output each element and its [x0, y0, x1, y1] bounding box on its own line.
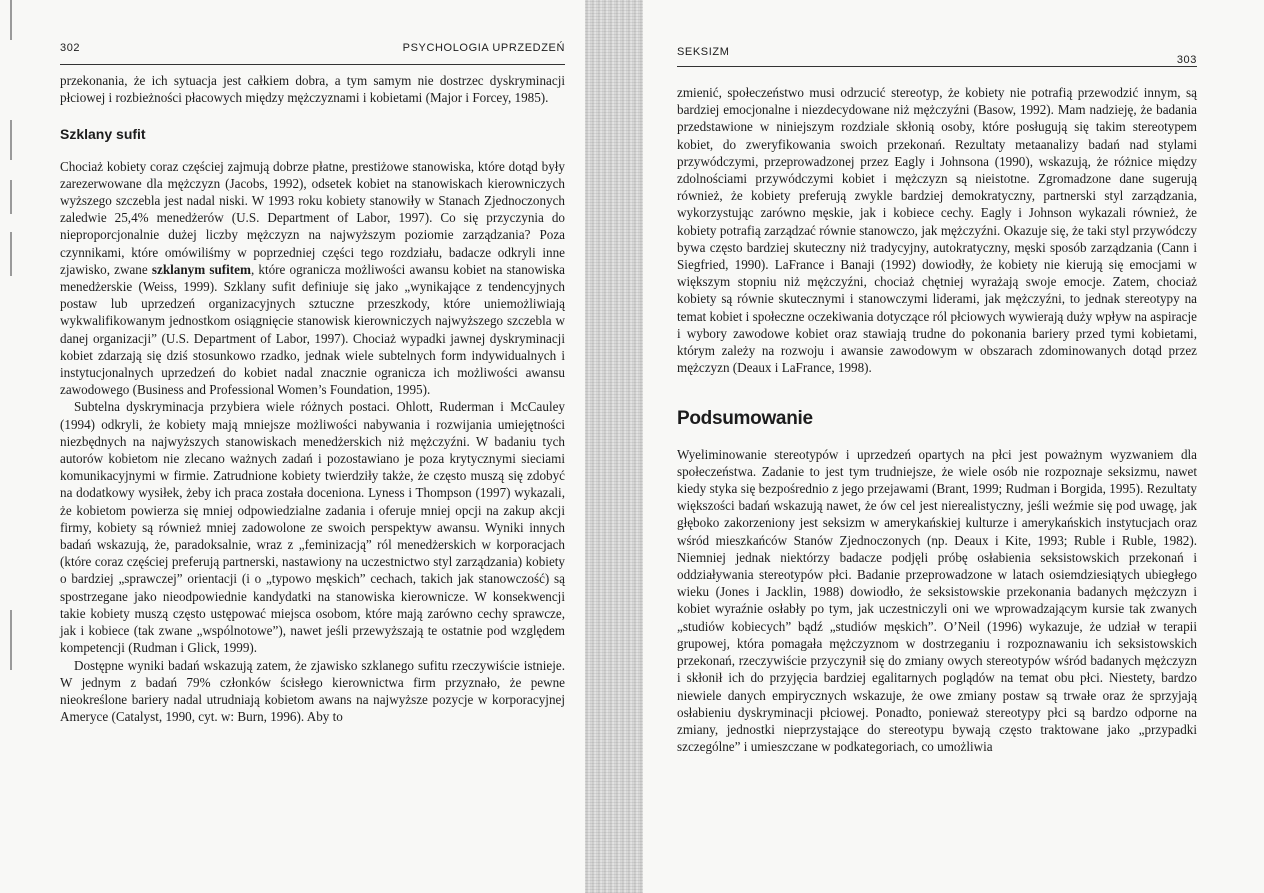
paragraph: zmienić, społeczeństwo musi odrzucić stereotyp, że kobiety nie potrafią przewodzić innym, są bardziej emocjonalne i niezdecydowane niż mężczyźni (Basow, 1992). Mam nadzieję, że badania przedstawione w niniejszym rozdziale skłonią osoby, które posługują się takim stereotypem kobiet, do zweryfikowania swoich przekonań. Rezultaty metaanalizy badań nad stylami przywódczymi, przeprowadzonej przez Eagly i Johnsona (1990), wskazują, że różnice między zdolnościami przywódczymi kobiet i mężczyzn są nieistotne. Zgromadzone dane sugerują również, że kobiety preferują zwykle bardziej demokratyczny, partnerski styl zarządzania, wykorzystując zarówno męskie, jak i kobiece cechy. Eagly i Johnson wykazali również, że kobiety potrafią zarządzać równie stanowczo, jak mężczyźni. Okazuje się, że taki styl przywódczy bywa często bardziej skuteczny niż tradycyjny, autokratyczny, męski sposób zarządzania (Cann i Siegfried, 1990). LaFrance i Banaji (1992) dowiodły, że kobiety nie kierują się emocjami w większym stopniu niż mężczyźni, chociaż chętniej wyrażają swoje emocje. Zatem, chociaż kobiety są równie skutecznymi i stanowczymi liderami, jak mężczyźni, to jednak stereotypy na temat kobiet i społeczne oczekiwania dotyczące ról płciowych wywierają duży wpływ na aspiracje i wybory zawodowe kobiet oraz stawiają trudne do pokonania bariery przed tymi kobietami, którym zależy na rozwoju i awansie zawodowym w obszarach zdominowanych dotąd przez mężczyzn (Deaux i LaFrance, 1998).	[677, 85, 1197, 376]
paragraph-text: , które ogranicza możliwości awansu kobiet na stanowiska menedżerskie (Weiss, 1999). Szklany sufit definiuje się jako „wynikające z tendencyjnych postaw lub uprzedzeń organizacyjnych sztuczne przeszkody, które uniemożliwiają wykwalifikowanym jednostkom osiągnięcie stanowisk kierowniczych najwyższego szczebla w danej organizacji” (U.S. Department of Labor, 1997). Chociaż wypadki jawnej dyskryminacji kobiet zdarzają się dziś stosunkowo rzadko, jednak wiele subtelnych form indywidualnych i instytucjonalnych uprzedzeń do kobiet nadal znacznie ogranicza ich możliwości awansu zawodowego (Business and Professional Women’s Foundation, 1995).	[60, 261, 566, 398]
scan-edge-mark	[10, 232, 12, 276]
page-number: 302	[60, 42, 81, 54]
section-heading: Podsumowanie	[677, 408, 813, 430]
running-head: PSYCHOLOGIA UPRZEDZEŃ	[402, 42, 565, 54]
paragraph-text: Chociaż kobiety coraz częściej zajmują dobrze płatne, prestiżowe stanowiska, które dotąd były zarezerwowane dla mężczyzn (Jacobs, 1992), odsetek kobiet na stanowiskach kierowniczych wyższego szczebla jest nadal niski. W 1993 roku kobiety stanowiły w Stanach Zjednoczonych zaledwie 25,4% menedżerów (U.S. Department of Labor, 1997). Co się przyczynia do nieproporcjonalnie dużej liczby mężczyzn na najwyższym poziomie zarządzania? Poza czynnikami, które omówiliśmy w poprzedniej części tego rozdziału, badacze odkryli inne zjawisko, zwane	[60, 158, 565, 277]
paragraph: Subtelna dyskryminacja przybiera wiele różnych postaci. Ohlott, Ruderman i McCauley (1994) odkryli, że kobiety mają mniejsze możliwości nabywania i rozwijania umiejętności niezbędnych na najwyższych stanowiskach menedżerskich niż mężczyźni. W badaniu tych autorów kobietom nie zlecano ważnych zadań i pozostawiano je poza krytycznymi sieciami komunikacyjnymi w firmie. Zatrudnione kobiety twierdziły także, że często muszą się zdobyć na dodatkowy wysiłek, żeby ich praca została doceniona. Lyness i Thompson (1997) wykazali, że kobietom powierza się mniej odpowiedzialne zadania i oferuje mniej opcji na zakup akcji firmy, kobiety są również mniej zadowolone ze swoich perspektyw awansu. Wyniki innych badań wskazują, że, paradoksalnie, wraz z „feminizacją” ról menedżerskich w korporacjach (które coraz częściej preferują partnerski, nastawiony na uczestnictwo styl zarządzania) kobiety o bardziej „sprawczej” orientacji (i o „typowo męskich” cechach, takich jak stanowczość) są spostrzegane jako nieodpowiednie kandydatki na stanowiska kierownicze. W konsekwencji takie kobiety muszą często ustępować miejsca osobom, które mają zarówno cechy sprawcze, jak i kobiece (tak zwane „wspólnotowe”), nawet jeśli przewyższają te ostatnie pod względem kompetencji (Rudman i Glick, 1999).	[60, 399, 565, 656]
header-rule	[60, 64, 565, 65]
page-body	[677, 84, 1197, 755]
left-page	[60, 0, 565, 893]
page-body	[60, 72, 565, 725]
book-gutter-shadow	[585, 0, 643, 893]
page-number: 303	[1176, 54, 1197, 66]
paragraph: Wyeliminowanie stereotypów i uprzedzeń opartych na płci jest poważnym wyzwaniem dla społeczeństwa. Zadanie to jest tym trudniejsze, że wiele osób nie rozpoznaje seksizmu, nawet kiedy styka się bezpośrednio z jego przejawami (Brant, 1999; Rudman i Borgida, 1995). Rezultaty większości badań wskazują nawet, że ów cel jest nierealistyczny, jeśli weźmie się pod uwagę, jak głęboko zakorzeniony jest seksizm w amerykańskiej kulturze i amerykańskich instytucjach oraz wśród mieszkańców Stanów Zjednoczonych (np. Deaux i Kite, 1993; Ruble i Ruble, 1982). Niemniej jednak niektórzy badacze podjęli próbę osłabienia seksistowskich przekonań i oddziaływania stereotypów płci. Badanie przeprowadzone w latach osiemdziesiątych ubiegłego wieku (Jones i Jacklin, 1988) dowiodło, że seksistowskie przekonania badanych mężczyzn i kobiet wyraźnie osłabły po tym, jak uczestniczyli oni we wprowadzającym kursie tak zwanych „studiów kobiecych” bądź „studiów męskich”. O’Neil (1996) wykazuje, że udział w terapii grupowej, która pomagała mężczyznom w dostrzeganiu i rozpoznawaniu ich seksistowskich przekonań, rzeczywiście przyczynił się do zmiany owych stereotypów wśród badanych mężczyzn i skłonił ich do przyjęcia bardziej egalitarnych poglądów na temat obu płci. Niestety, bardzo niewiele danych empirycznych wskazuje, że owe zmiany postaw są trwałe oraz że sprzyjają osłabieniu dyskryminacji płciowej. Ponadto, ponieważ stereotypy płci są bardzo odporne na zmiany, jednostki nieprzystające do stereotypu bywają często traktowane jako „przypadki szczególne” i umieszczane w podkategoriach, co umożliwia	[677, 446, 1197, 755]
paragraph: przekonania, że ich sytuacja jest całkiem dobra, a tym samym nie dostrzec dyskryminacji płciowej i rozbieżności płacowych między mężczyznami i kobietami (Major i Forcey, 1985).	[60, 73, 565, 106]
scan-edge-mark	[10, 120, 12, 160]
scan-edge-mark	[10, 0, 12, 40]
page-header	[60, 40, 565, 64]
running-head: SEKSIZM	[677, 46, 730, 58]
scan-edge-mark	[10, 610, 12, 670]
page-header	[677, 40, 1197, 64]
section-heading: Szklany sufit	[60, 126, 146, 143]
scan-edge-mark	[10, 180, 12, 214]
header-rule	[677, 66, 1197, 67]
key-term: szklanym sufitem	[151, 261, 251, 277]
paragraph	[60, 158, 565, 399]
paragraph: Dostępne wyniki badań wskazują zatem, że zjawisko szklanego sufitu rzeczywiście istnieje. W jednym z badań 79% członków ścisłego kierownictwa firm przyznało, że pewne nieokreślone bariery nadal utrudniają kobietom awans na najwyższe pozycje w korporacyjnej Ameryce (Catalyst, 1990, cyt. w: Burn, 1996). Aby to	[60, 657, 565, 725]
right-page	[677, 0, 1197, 893]
